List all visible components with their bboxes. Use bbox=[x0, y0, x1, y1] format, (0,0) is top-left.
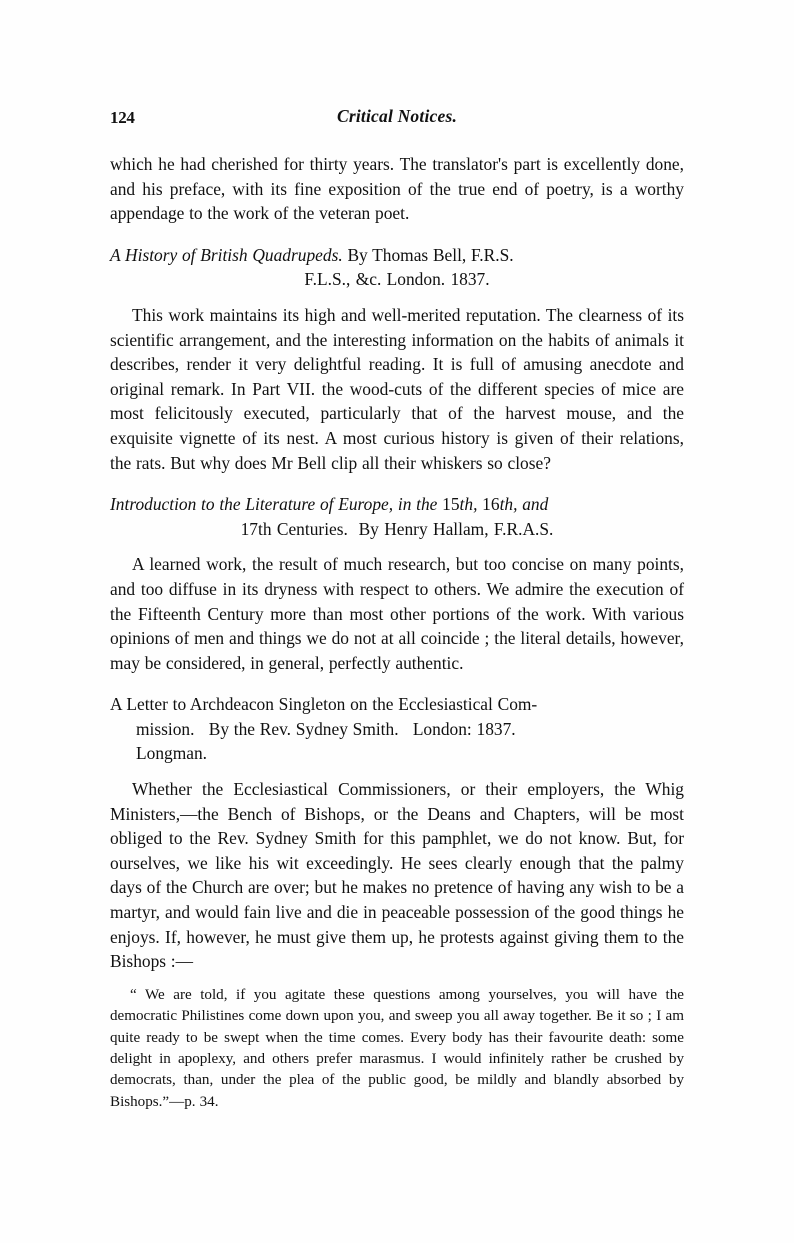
spacer bbox=[110, 226, 684, 243]
spacer bbox=[110, 974, 684, 985]
book-byline: By Thomas Bell, F.R.S. bbox=[347, 244, 514, 265]
paragraph-singleton: Whether the Ecclesiastical Commissioners, or their employers, the Whig Ministers,—the Bench of Bishops, or the Deans and Chapters, will be most obliged to the Rev. Sydney Smith for this pamphlet, we do not know. But, for ourselves, we like his wit exceedingly. He sees clearly enough that the palmy days of the Church are over; but he makes no pretence of having any wish to be a martyr, and would fain live and die in peaceable possession of the good things he enjoys. If, however, he must give them up, he protests against giving them to the Bishops :— bbox=[110, 779, 684, 972]
imprint-place: London: bbox=[412, 718, 472, 739]
paragraph-quadrupeds: This work maintains its high and well-merited reputation. The clearness of its scientific arrangement, and the interesting information on the habits of animals it describes, render it very delightful reading. It is full of amusing anecdote and original remark. In Part VII. the wood-cuts of the different species of mice are most felicitously executed, particularly that of the harvest mouse, and the exquisite vignette of its nest. A most curious history is given of their relations, the rats. But why does Mr Bell clip all their whiskers so close? bbox=[110, 304, 684, 473]
century-suffix-15: th bbox=[459, 494, 474, 515]
century-number-15: 15 bbox=[442, 494, 460, 515]
review-heading-literature-europe bbox=[110, 492, 684, 517]
text-block bbox=[110, 106, 684, 1113]
imprint-publisher: Longman. bbox=[136, 743, 207, 764]
review-heading-literature-europe-line2 bbox=[110, 517, 684, 542]
review-heading-quadrupeds-imprint: F.L.S., &c. London. 1837. bbox=[304, 269, 490, 290]
century-suffix-16: th bbox=[499, 494, 514, 515]
quotation-extract: “ We are told, if you agitate these questions among yourselves, you will have the democratic Philistines come down upon you, and sweep you all away together. Be it so ; I am quite ready to be swept when the time comes. Every body has their favourite death: some delight in apoplexy, and others prefer marasmus. I would infinitely rather be crushed by democrats, than, under the plea of the public good, be mildly and blandly absorbed by Bishops.”—p. 34. bbox=[110, 986, 684, 1110]
book-title: Introduction to the Literature of Europe, in the bbox=[110, 494, 443, 515]
book-byline: By Henry Hallam, F.R.A.S. bbox=[358, 518, 554, 539]
spacer bbox=[110, 292, 684, 303]
imprint-year: 1837. bbox=[476, 718, 516, 739]
century-number-16: 16 bbox=[482, 494, 500, 515]
book-title-line2: mission. bbox=[136, 718, 195, 739]
conjunction-and: and bbox=[522, 494, 549, 515]
spacer bbox=[110, 475, 684, 492]
spacer bbox=[110, 766, 684, 777]
book-byline: By the Rev. Sydney Smith. bbox=[208, 718, 399, 739]
spacer bbox=[110, 541, 684, 552]
book-title-line2-wrap bbox=[136, 717, 684, 766]
review-heading-singleton bbox=[110, 692, 684, 766]
paragraph-continued: which he had cherished for thirty years. The translator's part is excellently done, and his preface, with its fine exposition of the true end of poetry, is a worthy appendage to the work of the veteran poet. bbox=[110, 154, 684, 224]
review-heading-quadrupeds bbox=[110, 243, 684, 268]
separator-2: , bbox=[513, 494, 523, 515]
separator-1: , bbox=[473, 494, 483, 515]
page-folio: 124 bbox=[110, 108, 135, 127]
running-head bbox=[110, 106, 684, 140]
paragraph-literature-europe: A learned work, the result of much research, but too concise on many points, and too diffuse in its dryness with respect to others. We admire the execution of the Fifteenth Century more than most other portions of the work. With various opinions of men and things we do not at all coincide ; the literal details, however, may be considered, in general, perfectly authentic. bbox=[110, 554, 684, 673]
century-suffix-17: th Centuries. bbox=[257, 518, 348, 539]
running-head-title: Critical Notices. bbox=[336, 106, 458, 126]
book-title-line1: A Letter to Archdeacon Singleton on the Ecclesiastical Com- bbox=[110, 694, 538, 715]
century-number-17: 17 bbox=[240, 518, 258, 539]
book-title: A History of British Quadrupeds. bbox=[110, 244, 343, 265]
spacer bbox=[110, 675, 684, 692]
